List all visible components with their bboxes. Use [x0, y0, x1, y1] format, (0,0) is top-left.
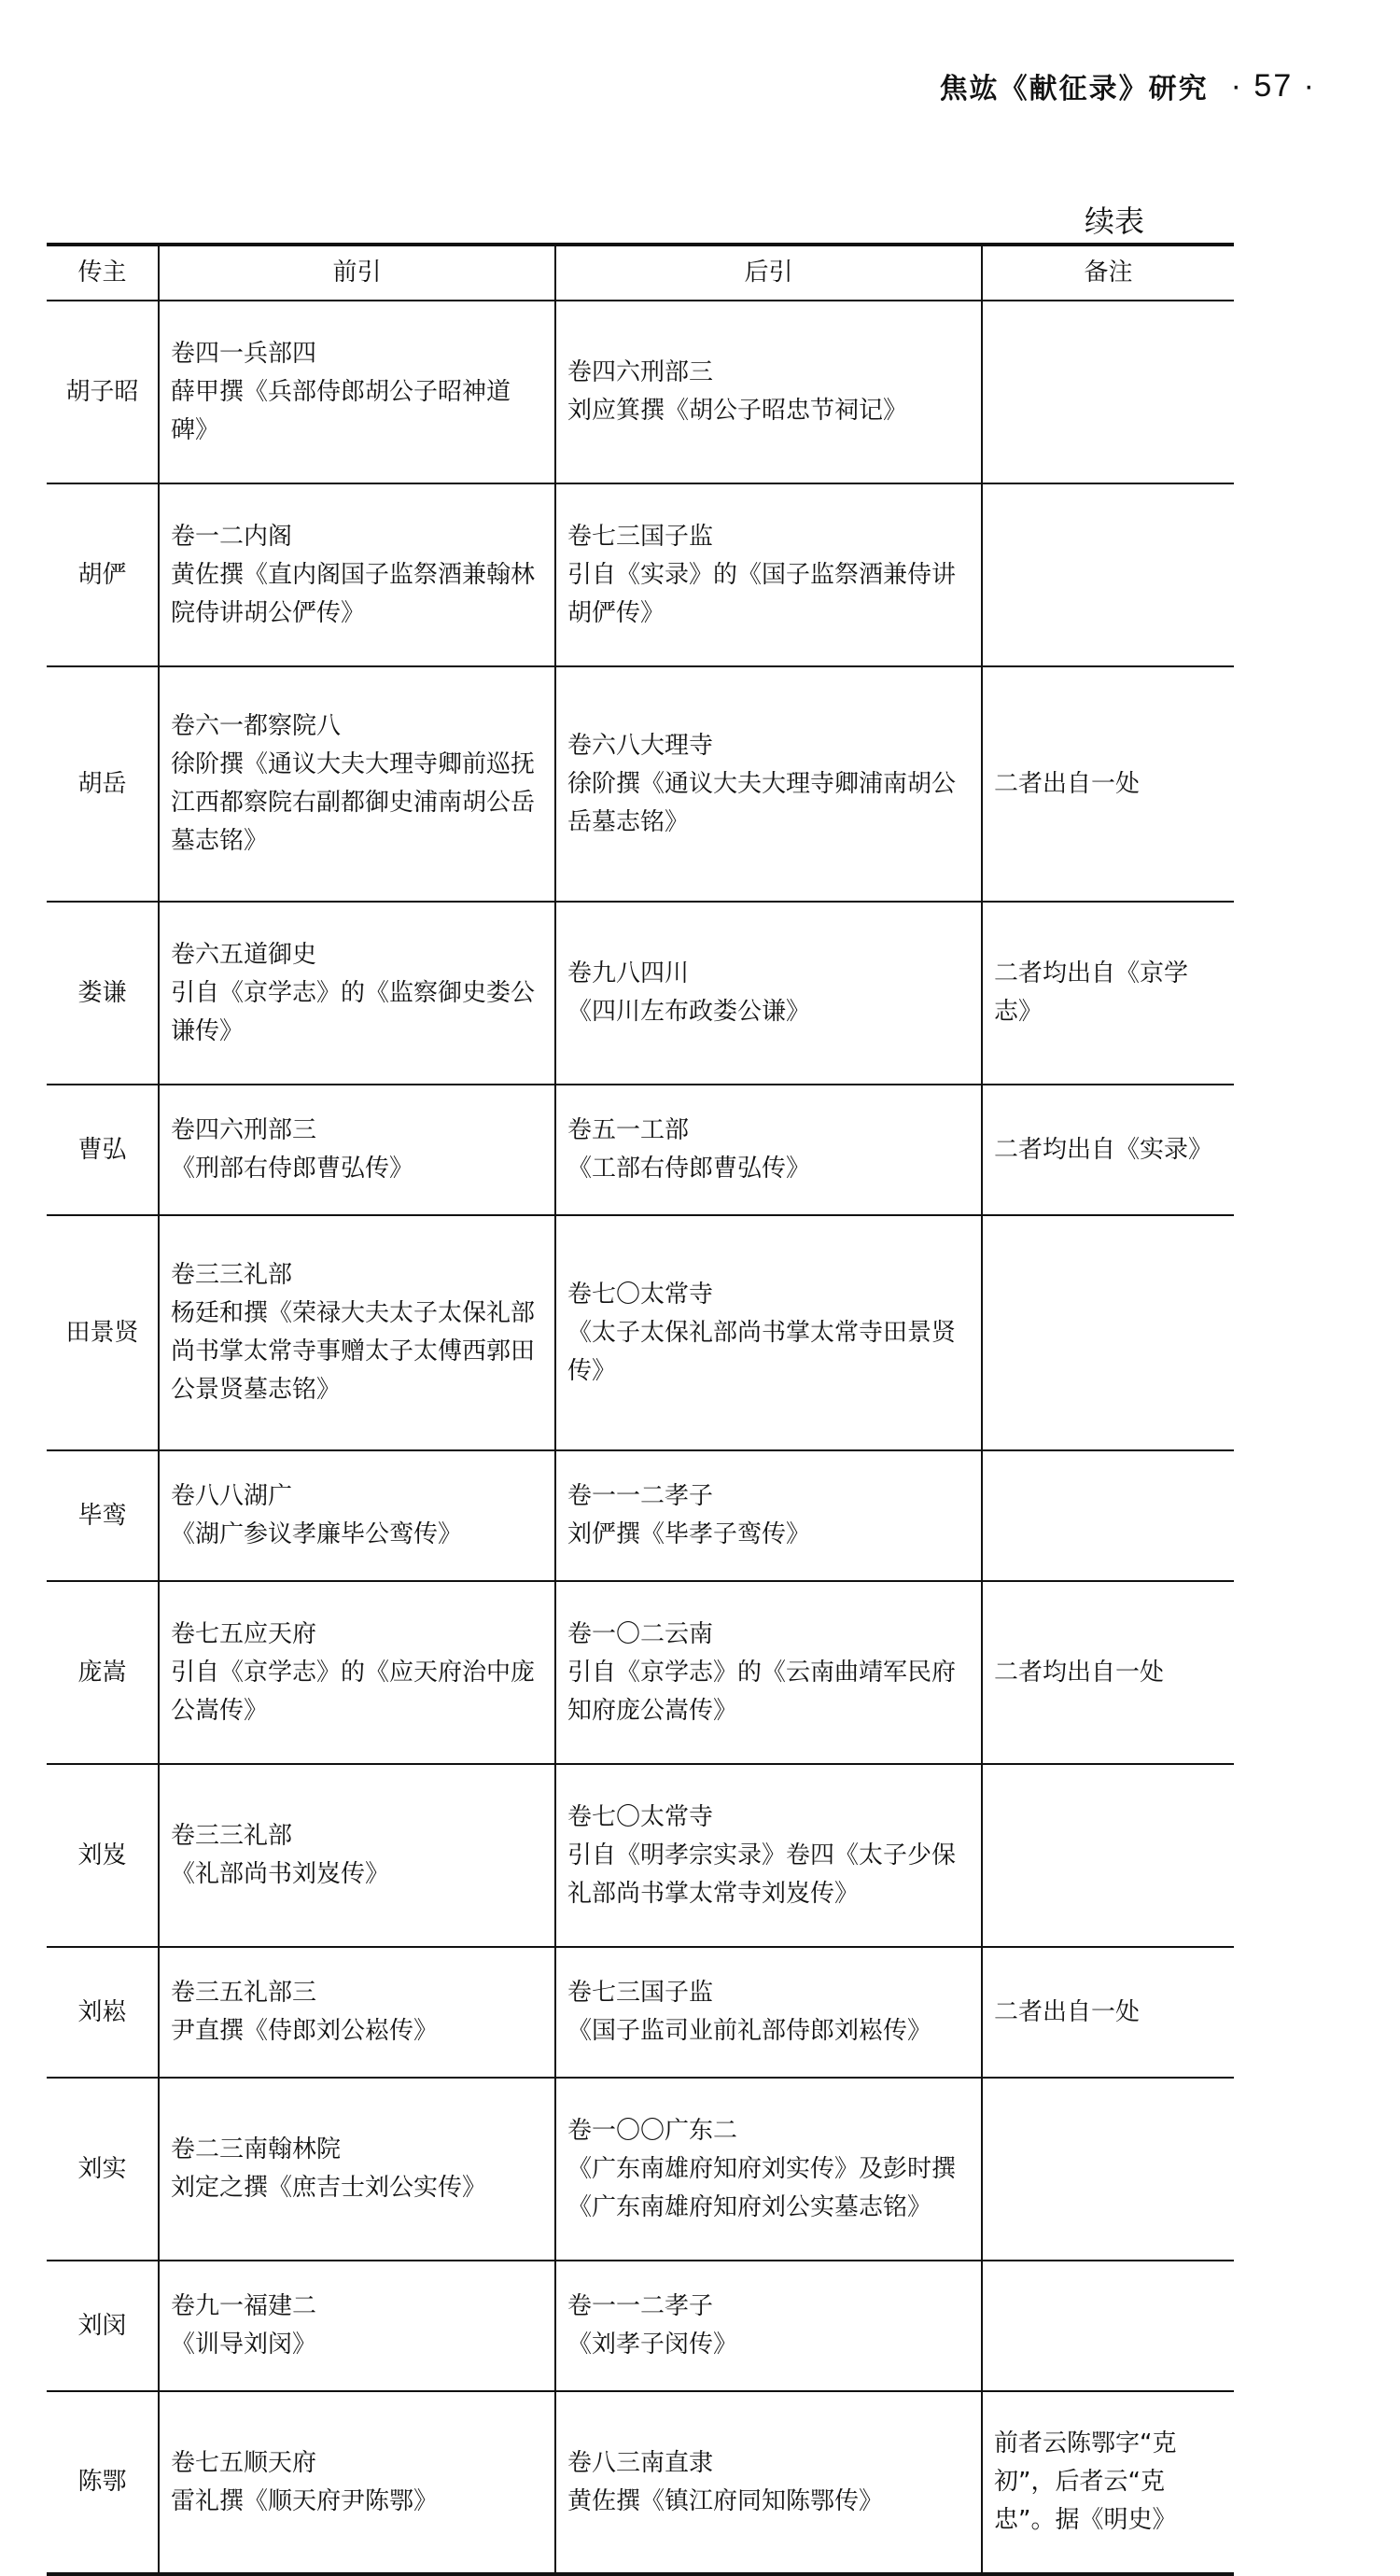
earlier-citation-cell — [159, 1581, 555, 1764]
source-title: 引自《京学志》的《云南曲靖军民府知府庞公嵩传》 — [567, 1658, 957, 1725]
volume-reference: 卷四一兵部四 — [171, 339, 317, 368]
volume-reference: 卷一〇〇广东二 — [567, 2116, 738, 2145]
later-citation-cell — [555, 1764, 982, 1947]
table-continued-label: 续表 — [1085, 203, 1145, 239]
later-citation-cell — [555, 1450, 982, 1581]
later-citation-cell — [555, 1581, 982, 1764]
source-title: 黄佐撰《直内阁国子监祭酒兼翰林院侍讲胡公俨传》 — [171, 560, 536, 627]
source-title: 《刘孝子闵传》 — [567, 2331, 738, 2359]
source-title: 刘应箕撰《胡公子昭忠节祠记》 — [567, 397, 908, 425]
volume-reference: 卷三五礼部三 — [171, 1979, 317, 2007]
source-title: 黄佐撰《镇江府同知陈鄂传》 — [567, 2486, 884, 2515]
volume-reference: 卷三三礼部 — [171, 1822, 293, 1850]
remarks-cell: 二者出自一处 — [982, 666, 1234, 902]
earlier-citation-cell — [159, 483, 555, 666]
source-title: 刘定之撰《庶吉士刘公实传》 — [171, 2174, 487, 2202]
remarks-cell — [982, 2078, 1234, 2261]
page-number: · 57 · — [1230, 67, 1316, 104]
biography-comparison-table — [47, 243, 1234, 2576]
person-name-cell: 刘崧 — [47, 1947, 159, 2078]
earlier-citation-cell — [159, 1215, 555, 1450]
source-title: 徐阶撰《通议大夫大理寺卿前巡抚江西都察院右副都御史浦南胡公岳墓志铭》 — [171, 750, 536, 855]
volume-reference: 卷四六刑部三 — [567, 358, 714, 386]
volume-reference: 卷六一都察院八 — [171, 712, 342, 740]
table-header-row — [47, 245, 1234, 301]
later-citation-cell — [555, 1085, 982, 1215]
earlier-citation-cell — [159, 1450, 555, 1581]
volume-reference: 卷五一工部 — [567, 1116, 690, 1144]
source-title: 《湖广参议孝廉毕公鸾传》 — [171, 1520, 463, 1548]
table-row — [47, 301, 1234, 483]
person-name-cell: 娄谦 — [47, 902, 159, 1085]
volume-reference: 卷八八湖广 — [171, 1482, 293, 1510]
source-title: 《训导刘闵》 — [171, 2331, 317, 2359]
remarks-cell: 前者云陈鄂字“克初”，后者云“克忠”。据《明史》 — [982, 2391, 1234, 2574]
source-title: 《四川左布政娄公谦》 — [567, 998, 811, 1026]
table-row — [47, 2261, 1234, 2391]
table-row — [47, 1947, 1234, 2078]
earlier-citation-cell — [159, 1085, 555, 1215]
person-name-cell: 田景贤 — [47, 1215, 159, 1450]
remarks-cell — [982, 2261, 1234, 2391]
volume-reference: 卷六八大理寺 — [567, 731, 714, 760]
volume-reference: 卷一一二孝子 — [567, 1482, 714, 1510]
running-title: 焦竑《献征录》研究 — [939, 73, 1209, 105]
volume-reference: 卷七五顺天府 — [171, 2448, 317, 2477]
table-row — [47, 2391, 1234, 2574]
person-name-cell: 胡子昭 — [47, 301, 159, 483]
table-row — [47, 2078, 1234, 2261]
remarks-cell: 二者均出自《京学志》 — [982, 902, 1234, 1085]
column-header-earlier-citation: 前引 — [159, 245, 555, 301]
table-row — [47, 1085, 1234, 1215]
source-title: 《工部右侍郎曹弘传》 — [567, 1155, 811, 1183]
person-name-cell: 刘岌 — [47, 1764, 159, 1947]
table-row — [47, 1450, 1234, 1581]
remarks-cell — [982, 301, 1234, 483]
source-title: 徐阶撰《通议大夫大理寺卿浦南胡公岳墓志铭》 — [567, 769, 957, 836]
later-citation-cell — [555, 483, 982, 666]
table-row — [47, 1764, 1234, 1947]
remarks-cell — [982, 1450, 1234, 1581]
volume-reference: 卷四六刑部三 — [171, 1116, 317, 1144]
volume-reference: 卷一〇二云南 — [567, 1619, 714, 1648]
column-header-person: 传主 — [47, 245, 159, 301]
source-title: 引自《实录》的《国子监祭酒兼侍讲胡俨传》 — [567, 560, 957, 627]
table-row — [47, 1215, 1234, 1450]
later-citation-cell — [555, 1215, 982, 1450]
volume-reference: 卷二三南翰林院 — [171, 2135, 342, 2163]
person-name-cell: 陈鄂 — [47, 2391, 159, 2574]
volume-reference: 卷九八四川 — [567, 959, 690, 987]
remarks-cell: 二者均出自一处 — [982, 1581, 1234, 1764]
volume-reference: 卷八三南直隶 — [567, 2448, 714, 2477]
remarks-cell: 二者均出自《实录》 — [982, 1085, 1234, 1215]
later-citation-cell — [555, 2261, 982, 2391]
column-header-later-citation: 后引 — [555, 245, 982, 301]
table-row — [47, 902, 1234, 1085]
remarks-cell: 二者出自一处 — [982, 1947, 1234, 2078]
source-title: 雷礼撰《顺天府尹陈鄂》 — [171, 2486, 439, 2515]
table-row — [47, 666, 1234, 902]
person-name-cell: 庞嵩 — [47, 1581, 159, 1764]
person-name-cell: 刘实 — [47, 2078, 159, 2261]
later-citation-cell — [555, 1947, 982, 2078]
remarks-cell — [982, 1764, 1234, 1947]
earlier-citation-cell — [159, 1947, 555, 2078]
later-citation-cell — [555, 301, 982, 483]
person-name-cell: 胡俨 — [47, 483, 159, 666]
source-title: 《太子太保礼部尚书掌太常寺田景贤传》 — [567, 1318, 957, 1385]
remarks-cell — [982, 1215, 1234, 1450]
later-citation-cell — [555, 2391, 982, 2574]
source-title: 引自《明孝宗实录》卷四《太子少保礼部尚书掌太常寺刘岌传》 — [567, 1841, 957, 1908]
source-title: 《礼部尚书刘岌传》 — [171, 1860, 390, 1888]
volume-reference: 卷七三国子监 — [567, 522, 714, 551]
earlier-citation-cell — [159, 2391, 555, 2574]
source-title: 引自《京学志》的《应天府治中庞公嵩传》 — [171, 1658, 536, 1725]
volume-reference: 卷七三国子监 — [567, 1979, 714, 2007]
source-title: 尹直撰《侍郎刘公崧传》 — [171, 2017, 439, 2045]
source-title: 刘俨撰《毕孝子鸾传》 — [567, 1520, 811, 1548]
column-header-remarks: 备注 — [982, 245, 1234, 301]
source-title: 《广东南雄府知府刘实传》及彭时撰《广东南雄府知府刘公实墓志铭》 — [567, 2154, 957, 2221]
person-name-cell: 胡岳 — [47, 666, 159, 902]
source-title: 杨廷和撰《荣禄大夫太子太保礼部尚书掌太常寺事赠太子太傅西郭田公景贤墓志铭》 — [171, 1299, 536, 1404]
earlier-citation-cell — [159, 1764, 555, 1947]
earlier-citation-cell — [159, 666, 555, 902]
source-title: 《国子监司业前礼部侍郎刘崧传》 — [567, 2017, 932, 2045]
person-name-cell: 毕鸾 — [47, 1450, 159, 1581]
volume-reference: 卷三三礼部 — [171, 1261, 293, 1289]
earlier-citation-cell — [159, 2261, 555, 2391]
later-citation-cell — [555, 2078, 982, 2261]
table-row — [47, 1581, 1234, 1764]
volume-reference: 卷一二内阁 — [171, 522, 293, 551]
source-title: 《刑部右侍郎曹弘传》 — [171, 1155, 414, 1183]
table-row — [47, 483, 1234, 666]
source-title: 引自《京学志》的《监察御史娄公谦传》 — [171, 978, 536, 1045]
volume-reference: 卷一一二孝子 — [567, 2292, 714, 2320]
volume-reference: 卷六五道御史 — [171, 940, 317, 969]
volume-reference: 卷七五应天府 — [171, 1619, 317, 1648]
running-head — [940, 65, 1316, 106]
person-name-cell: 刘闵 — [47, 2261, 159, 2391]
person-name-cell: 曹弘 — [47, 1085, 159, 1215]
table-body — [47, 301, 1234, 2574]
volume-reference: 卷七〇太常寺 — [567, 1280, 714, 1309]
earlier-citation-cell — [159, 2078, 555, 2261]
source-title: 薛甲撰《兵部侍郎胡公子昭神道碑》 — [171, 377, 511, 444]
later-citation-cell — [555, 666, 982, 902]
remarks-cell — [982, 483, 1234, 666]
later-citation-cell — [555, 902, 982, 1085]
earlier-citation-cell — [159, 301, 555, 483]
volume-reference: 卷九一福建二 — [171, 2292, 317, 2320]
volume-reference: 卷七〇太常寺 — [567, 1802, 714, 1831]
earlier-citation-cell — [159, 902, 555, 1085]
